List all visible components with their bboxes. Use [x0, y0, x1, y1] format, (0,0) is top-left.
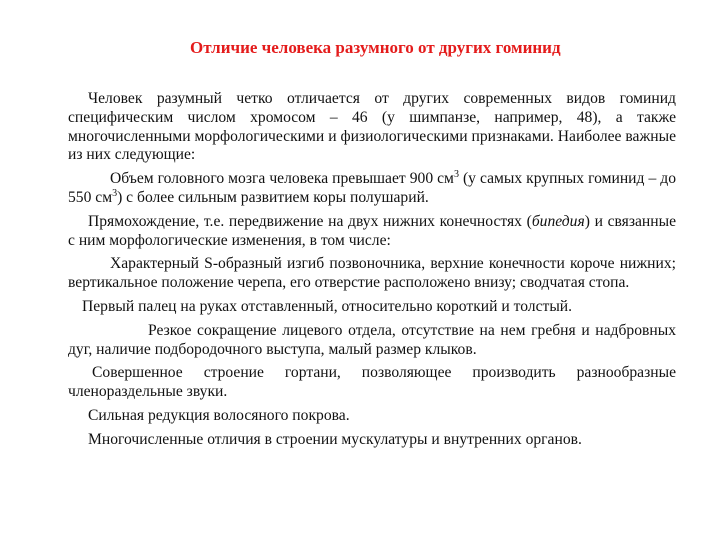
list-item: Первый палец на руках отставленный, относительно короткий и толстый.	[82, 297, 573, 315]
list-item: Резкое сокращение лицевого отдела, отсутствие на нем гребня и надбровных дуг, наличие подбородочного выступа, малый размер клыков.	[68, 321, 676, 358]
bipedal-text-after: ) и связанные с ним морфологические изменения, в том числе:	[68, 212, 677, 249]
intro-paragraph: Человек разумный четко отличается от других современных видов гоминид специфическим числом хромосом – 46 (у шимпанзе, например, 48), а также многочисленными морфологическими и физиологическими признаками. Наиболее важные из них следующие:	[68, 90, 676, 164]
brain-text-after: ) с более сильным развитием коры полушарий.	[117, 188, 429, 206]
bipedal-text-before: Прямохождение, т.е. передвижение на двух нижних конечностях (	[88, 212, 532, 230]
brain-volume-paragraph	[68, 170, 676, 208]
brain-text-before: Объем головного мозга человека превышает 900 см	[110, 170, 454, 188]
list-item: Совершенное строение гортани, позволяющее производить разнообразные членораздельные звуки.	[68, 364, 676, 401]
body-text	[68, 90, 676, 452]
bipedalism-paragraph	[68, 213, 676, 251]
list-item: Характерный S-образный изгиб позвоночника, верхние конечности короче нижних; вертикальное положение черепа, его отверстие расположено внизу; сводчатая стопа.	[68, 255, 676, 292]
brain-unit-sup-2: 3	[112, 187, 118, 199]
page-title: Отличие человека разумного от других гоминид	[190, 38, 561, 57]
list-item: Сильная редукция волосяного покрова.	[88, 406, 350, 424]
brain-text-middle: (у самых крупных гоминид – до 550 см	[68, 170, 676, 206]
bipedal-term: бипедия	[531, 212, 585, 230]
brain-unit-sup-1: 3	[453, 169, 459, 180]
list-item: Многочисленные отличия в строении мускулатуры и внутренних органов.	[88, 430, 582, 448]
